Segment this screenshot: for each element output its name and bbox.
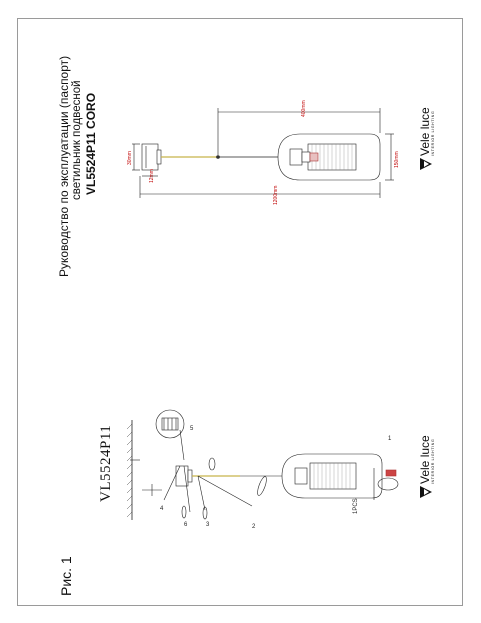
dimension-drawing xyxy=(132,108,394,198)
brand-tagline: INTERIOR LIGHTING xyxy=(431,110,435,156)
callout-5: 5 xyxy=(190,426,194,432)
callout-1: 1 xyxy=(388,436,392,442)
diagram-model-label: VL5524P11 xyxy=(98,424,114,502)
brand-name: Vele luce xyxy=(418,435,432,484)
vele-luce-logo-mark-bottom xyxy=(420,486,432,498)
dim-shade-diameter: 150mm xyxy=(394,151,400,168)
figure-label: Рис. 1 xyxy=(58,556,74,596)
document-subtitle: светильник подвесной xyxy=(71,80,83,200)
document-title: Руководство по эксплуатации (паспорт) xyxy=(57,55,71,277)
callout-6: 6 xyxy=(184,522,188,528)
dim-shade-length: 400mm xyxy=(301,100,307,117)
quantity-label: 1PCS xyxy=(353,498,359,514)
brand-tagline: INTERIOR LIGHTING xyxy=(431,438,435,484)
dim-canopy-height: 30mm xyxy=(127,151,133,165)
vele-luce-logo-mark-top xyxy=(420,158,432,170)
dim-total-length: 1200mm xyxy=(273,185,279,205)
model-code: VL5524P11 CORO xyxy=(84,92,98,195)
callout-3: 3 xyxy=(206,522,210,528)
brand-name: Vele luce xyxy=(418,107,432,156)
dim-canopy-width: 12mm xyxy=(149,169,155,183)
callout-2: 2 xyxy=(252,524,256,530)
callout-4: 4 xyxy=(160,506,164,512)
